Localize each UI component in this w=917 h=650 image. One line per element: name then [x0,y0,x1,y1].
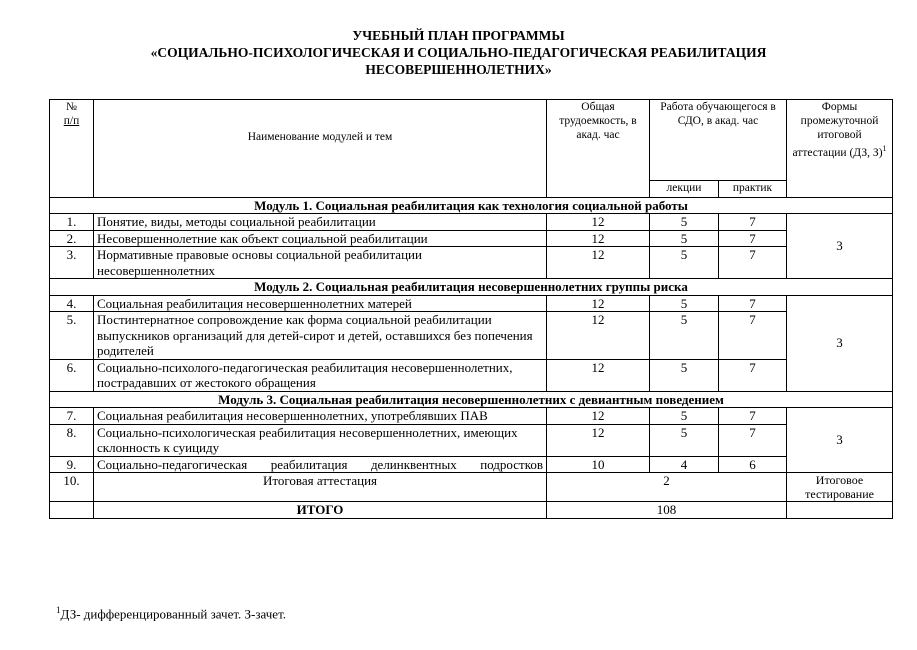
row-number: 7. [50,408,94,425]
table-row [50,456,893,473]
header-num [50,100,94,198]
total-empty-form [787,502,893,519]
header-forms [787,100,893,198]
row-total-hours: 12 [547,312,650,360]
module-assessment: 3 [787,295,893,391]
header-forms-footnote-mark: 1 [882,144,887,153]
total-hours: 108 [547,502,787,519]
document-title: УЧЕБНЫЙ ПЛАН ПРОГРАММЫ [352,28,565,43]
row-practice-hours: 7 [719,424,787,456]
row-practice-hours: 7 [719,359,787,391]
module-assessment: 3 [787,214,893,279]
module-title: Модуль 1. Социальная реабилитация как технология социальной работы [50,197,893,214]
row-number: 6. [50,359,94,391]
row-topic: Социальная реабилитация несовершеннолетних, употреблявших ПАВ [94,408,547,425]
header-work: Работа обучающегося в СДО, в акад. час [650,100,787,181]
total-label: ИТОГО [94,502,547,519]
row-number: 3. [50,247,94,279]
table-row [50,247,893,279]
row-total-hours: 12 [547,214,650,231]
row-total-hours: 12 [547,359,650,391]
row-topic: Понятие, виды, методы социальной реабилитации [94,214,547,231]
row-practice-hours: 7 [719,408,787,425]
table-row [50,312,893,360]
table-row [50,214,893,231]
header-forms-text: Формы промежуточной итоговой аттестации (ДЗ, З) [792,101,883,159]
row-topic: Социальная реабилитация несовершеннолетних матерей [94,295,547,312]
table-row [50,295,893,312]
total-row [50,502,893,519]
row-total-hours: 10 [547,456,650,473]
row-practice-hours: 7 [719,214,787,231]
final-attestation-label: Итоговая аттестация [94,473,547,502]
row-total-hours: 12 [547,408,650,425]
header-num-symbol: № [66,101,77,113]
row-number: 4. [50,295,94,312]
row-lecture-hours: 5 [650,408,719,425]
row-number: 2. [50,230,94,247]
footnote-mark: 1 [56,605,61,615]
module-title: Модуль 2. Социальная реабилитация несовершеннолетних группы риска [50,279,893,296]
row-total-hours: 12 [547,424,650,456]
header-practice: практик [719,181,787,198]
footnote-abbr: ДЗ [60,606,77,622]
row-topic: Социально-педагогическая реабилитация делинквентных подростков [94,456,547,473]
row-lecture-hours: 5 [650,247,719,279]
final-attestation-hours: 2 [547,473,787,502]
header-lectures: лекции [650,181,719,198]
final-attestation-form: Итоговое тестирование [787,473,893,502]
table-row [50,230,893,247]
row-lecture-hours: 5 [650,312,719,360]
row-number: 8. [50,424,94,456]
row-lecture-hours: 5 [650,295,719,312]
row-lecture-hours: 5 [650,424,719,456]
row-total-hours: 12 [547,230,650,247]
program-name-line1: «СОЦИАЛЬНО-ПСИХОЛОГИЧЕСКАЯ И СОЦИАЛЬНО-ПЕДАГОГИЧЕСКАЯ РЕАБИЛИТАЦИЯ [150,45,767,60]
row-practice-hours: 7 [719,295,787,312]
row-practice-hours: 6 [719,456,787,473]
row-total-hours: 12 [547,295,650,312]
row-number: 9. [50,456,94,473]
row-lecture-hours: 5 [650,359,719,391]
row-topic: Нормативные правовые основы социальной реабилитации несовершеннолетних [94,247,547,279]
module-assessment: 3 [787,408,893,473]
row-lecture-hours: 4 [650,456,719,473]
footnote-text: - дифференцированный зачет. З-зачет. [76,606,287,622]
row-practice-hours: 7 [719,230,787,247]
module-row [50,279,893,296]
footnote [56,605,286,622]
program-name-line2: НЕСОВЕРШЕННОЛЕТНИХ» [365,62,552,77]
row-topic: Социально-психологическая реабилитация несовершеннолетних, имеющих склонность к суициду [94,424,547,456]
table-row [50,424,893,456]
row-number: 5. [50,312,94,360]
row-topic: Несовершеннолетние как объект социальной реабилитации [94,230,547,247]
module-row [50,197,893,214]
row-topic: Социально-психолого-педагогическая реабилитация несовершеннолетних, пострадавших от жестокого обращения [94,359,547,391]
header-total: Общая трудоемкость, в акад. час [547,100,650,198]
header-row [50,100,893,181]
row-number: 10. [50,473,94,502]
table-row [50,359,893,391]
table-row [50,408,893,425]
row-total-hours: 12 [547,247,650,279]
row-number: 1. [50,214,94,231]
row-practice-hours: 7 [719,312,787,360]
module-title: Модуль 3. Социальная реабилитация несовершеннолетних с девиантным поведением [50,391,893,408]
header-num-label: п/п [63,115,80,127]
total-empty-cell [50,502,94,519]
final-attestation-row [50,473,893,502]
row-practice-hours: 7 [719,247,787,279]
row-topic: Постинтернатное сопровождение как форма социальной реабилитации выпускников организаций для детей-сирот и детей, оставшихся без попечения родителей [94,312,547,360]
module-row [50,391,893,408]
curriculum-table [49,99,893,519]
header-name: Наименование модулей и тем [94,100,547,198]
row-lecture-hours: 5 [650,230,719,247]
row-lecture-hours: 5 [650,214,719,231]
